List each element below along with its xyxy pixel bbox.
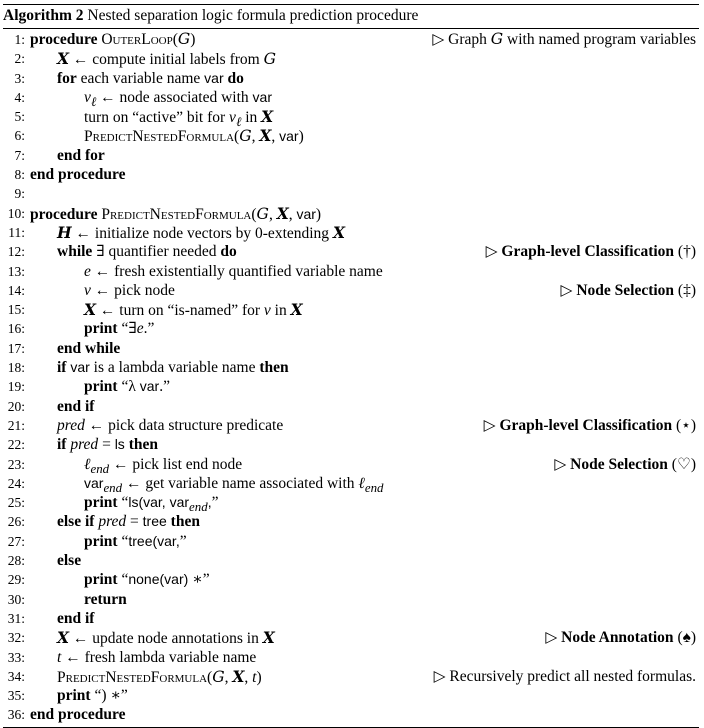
line-code: e ← fresh existentially quantified variable name <box>84 262 383 280</box>
line-number: 12: <box>7 244 25 260</box>
line-number: 17: <box>7 340 25 356</box>
algorithm-line <box>3 532 699 551</box>
algorithm-line <box>3 435 699 454</box>
line-code: return <box>84 590 127 608</box>
line-code: end if <box>57 609 95 627</box>
line-number: 31: <box>7 610 25 626</box>
line-number: 34: <box>7 668 25 684</box>
line-code: end if <box>57 397 95 415</box>
line-number: 29: <box>7 572 25 588</box>
algorithm-line <box>3 223 699 242</box>
algorithm-line <box>3 551 699 570</box>
line-code: end while <box>57 339 121 357</box>
line-code: v ← pick node <box>84 281 175 299</box>
line-code: print “∃e.” <box>84 320 155 338</box>
algorithm-line <box>3 126 699 145</box>
line-number: 3: <box>14 70 25 86</box>
line-number: 4: <box>14 89 25 105</box>
line-code: else <box>57 552 82 570</box>
line-number: 36: <box>7 707 25 723</box>
line-code: for each variable name var do <box>57 69 244 87</box>
line-number: 33: <box>7 649 25 665</box>
line-number: 16: <box>7 321 25 337</box>
line-number: 7: <box>14 147 25 163</box>
line-comment: ▷ Node Annotation (♠) <box>545 629 696 647</box>
line-code: if pred = ls then <box>57 436 158 454</box>
line-comment: ▷ Node Selection (♡) <box>554 455 696 473</box>
algorithm-line <box>3 281 699 300</box>
line-code: if var is a lambda variable name then <box>57 359 289 377</box>
line-number: 18: <box>7 360 25 376</box>
line-code: print “none(var) ∗” <box>84 571 210 589</box>
algorithm-line <box>3 49 699 68</box>
algorithm-line <box>3 319 699 338</box>
line-number: 9: <box>14 186 25 202</box>
algorithm-line <box>3 69 699 88</box>
algorithm-line <box>3 686 699 705</box>
line-number: 13: <box>7 263 25 279</box>
line-number: 14: <box>7 282 25 298</box>
line-code: ℓ$_{end}$ ← pick list end node <box>84 455 243 476</box>
algorithm-label: Algorithm 2 <box>3 7 84 24</box>
line-code: else if pred = tree then <box>57 513 200 531</box>
line-code: end procedure <box>30 166 126 184</box>
line-code: end procedure <box>30 706 126 724</box>
line-code: print “ls(var, var$_{end}$,” <box>84 494 219 515</box>
algorithm-line <box>3 609 699 628</box>
line-number: 6: <box>14 128 25 144</box>
algorithm-line <box>3 648 699 667</box>
algorithm-line <box>3 590 699 609</box>
line-comment: ▷ Graph-level Classification (⋆) <box>483 416 696 434</box>
algorithm-line <box>3 705 699 724</box>
line-number: 30: <box>7 591 25 607</box>
line-comment: ▷ Node Selection (‡) <box>560 281 696 299</box>
algorithm-line <box>3 146 699 165</box>
algorithm-line <box>3 667 699 686</box>
algorithm-line <box>3 184 699 203</box>
algorithm-line <box>3 300 699 319</box>
algorithm-line <box>3 570 699 589</box>
line-number: 26: <box>7 514 25 530</box>
line-code: PredictNestedFormula(G, X, var) <box>84 126 304 146</box>
line-comment: ▷ Graph G with named program variables <box>432 30 696 48</box>
algorithm-line <box>3 493 699 515</box>
line-number: 25: <box>7 495 25 511</box>
line-number: 5: <box>14 109 25 125</box>
line-number: 8: <box>14 167 25 183</box>
algorithm-title <box>3 6 418 26</box>
line-number: 24: <box>7 475 25 491</box>
line-code: while ∃ quantifier needed do <box>57 243 237 261</box>
line-code: procedure PredictNestedFormula(G, X, var) <box>30 203 322 223</box>
line-number: 28: <box>7 553 25 569</box>
line-code: X ← turn on “is-named” for v in X <box>84 300 303 320</box>
line-number: 10: <box>7 205 25 221</box>
algorithm-line <box>3 339 699 358</box>
top-rule <box>3 4 699 5</box>
line-number: 1: <box>14 32 25 47</box>
algorithm-lines <box>3 30 699 725</box>
line-number: 22: <box>7 437 25 453</box>
algorithm-line <box>3 628 699 647</box>
algorithm-line <box>3 165 699 184</box>
algorithm-caption: Nested separation logic formula prediction procedure <box>87 7 419 24</box>
line-number: 35: <box>7 688 25 704</box>
algorithm-line <box>3 30 699 49</box>
line-number: 20: <box>7 398 25 414</box>
line-number: 21: <box>7 417 25 433</box>
line-number: 19: <box>7 379 25 395</box>
algorithm-line <box>3 262 699 281</box>
algorithm-line <box>3 88 699 107</box>
algorithm-line <box>3 397 699 416</box>
line-code: X ← compute initial labels from G <box>57 49 276 69</box>
line-code: print “λ var.” <box>84 378 170 396</box>
line-code: X ← update node annotations in X <box>57 628 275 648</box>
line-code: H ← initialize node vectors by 0-extending X <box>57 222 345 242</box>
line-code: turn on “active” bit for $v_\ell$ in X <box>84 107 274 130</box>
line-code: PredictNestedFormula(G, X, t) <box>57 666 262 686</box>
algorithm-line <box>3 474 699 493</box>
line-number: 2: <box>14 51 25 67</box>
algorithm-line <box>3 455 699 474</box>
line-code: t ← fresh lambda variable name <box>57 648 257 666</box>
line-code: print “tree(var,” <box>84 532 187 550</box>
algorithm-line <box>3 358 699 377</box>
algorithm-line <box>3 107 699 130</box>
line-comment: ▷ Graph-level Classification (†) <box>485 243 696 261</box>
algorithm-line <box>3 242 699 261</box>
line-code: print “) ∗” <box>57 687 128 705</box>
algorithm-line <box>3 204 699 223</box>
line-number: 32: <box>7 630 25 646</box>
algorithm-line <box>3 512 699 531</box>
line-code: $v_\ell$ ← node associated with var <box>84 88 272 109</box>
line-number: 15: <box>7 302 25 318</box>
line-code: var$_{end}$ ← get variable name associated with ℓ$_{end}$ <box>84 474 384 495</box>
algorithm-line <box>3 416 699 435</box>
line-number: 11: <box>8 224 25 240</box>
title-rule <box>3 28 699 29</box>
line-code: pred ← pick data structure predicate <box>57 416 284 434</box>
algorithm-line <box>3 377 699 396</box>
line-code: end for <box>57 146 105 164</box>
line-number: 27: <box>7 533 25 549</box>
line-number: 23: <box>7 456 25 472</box>
line-comment: ▷ Recursively predict all nested formulas. <box>433 667 696 685</box>
line-code: procedure OuterLoop(G) <box>30 30 196 48</box>
